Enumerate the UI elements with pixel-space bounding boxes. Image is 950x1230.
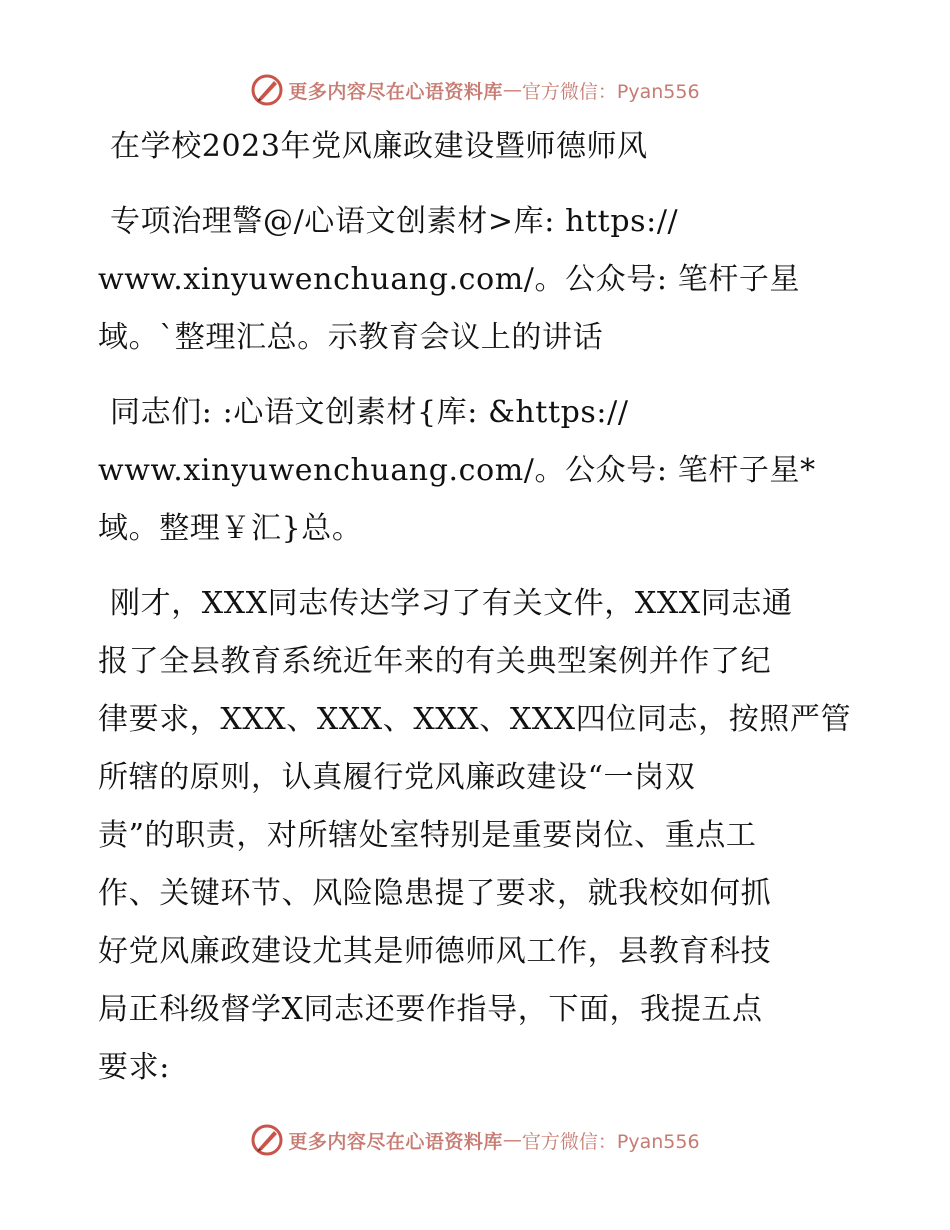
greeting-line: 域。整理￥汇}总。 bbox=[98, 511, 363, 546]
greeting-line: 同志们: :心语文创素材{库: &https:// bbox=[110, 395, 629, 430]
title-line: 域。`整理汇总。示教育会议上的讲话 bbox=[98, 320, 604, 355]
title-line: www.xinyuwenchuang.com/。公众号: 笔杆子星 bbox=[98, 262, 801, 297]
footer-banner bbox=[0, 1120, 950, 1160]
body-line: 所辖的原则，认真履行党风廉政建设“一岗双 bbox=[98, 760, 696, 795]
banner-separator: — bbox=[502, 79, 522, 101]
body-line: 刚才，XXX同志传达学习了有关文件，XXX同志通 bbox=[110, 586, 793, 621]
pen-logo-icon bbox=[250, 73, 284, 107]
body-line: 报了全县教育系统近年来的有关典型案例并作了纪 bbox=[98, 644, 772, 679]
banner-separator: — bbox=[502, 1129, 522, 1151]
title-line: 专项治理警@/心语文创素材>库: https:// bbox=[110, 204, 679, 239]
body-line: 律要求，XXX、XXX、XXX、XXX四位同志，按照严管 bbox=[98, 702, 852, 737]
banner-wechat: 官方微信：Pyan556 bbox=[521, 80, 700, 103]
body-line: 局正科级督学X同志还要作指导，下面，我提五点 bbox=[98, 992, 763, 1027]
pen-logo-icon bbox=[250, 1123, 284, 1157]
banner-title: 更多内容尽在心语资料库 bbox=[288, 1130, 503, 1153]
greeting-line: www.xinyuwenchuang.com/。公众号: 笔杆子星* bbox=[98, 453, 816, 488]
body-line: 好党风廉政建设尤其是师德师风工作，县教育科技 bbox=[98, 934, 772, 969]
body-line: 责”的职责，对所辖处室特别是重要岗位、重点工 bbox=[98, 818, 757, 853]
body-line: 作、关键环节、风险隐患提了要求，就我校如何抓 bbox=[98, 876, 772, 911]
banner-wechat: 官方微信：Pyan556 bbox=[521, 1130, 700, 1153]
header-banner bbox=[0, 70, 950, 110]
title-line: 在学校2023年党风廉政建设暨师德师风 bbox=[110, 129, 648, 164]
body-line: 要求: bbox=[98, 1050, 170, 1085]
banner-title: 更多内容尽在心语资料库 bbox=[288, 80, 503, 103]
